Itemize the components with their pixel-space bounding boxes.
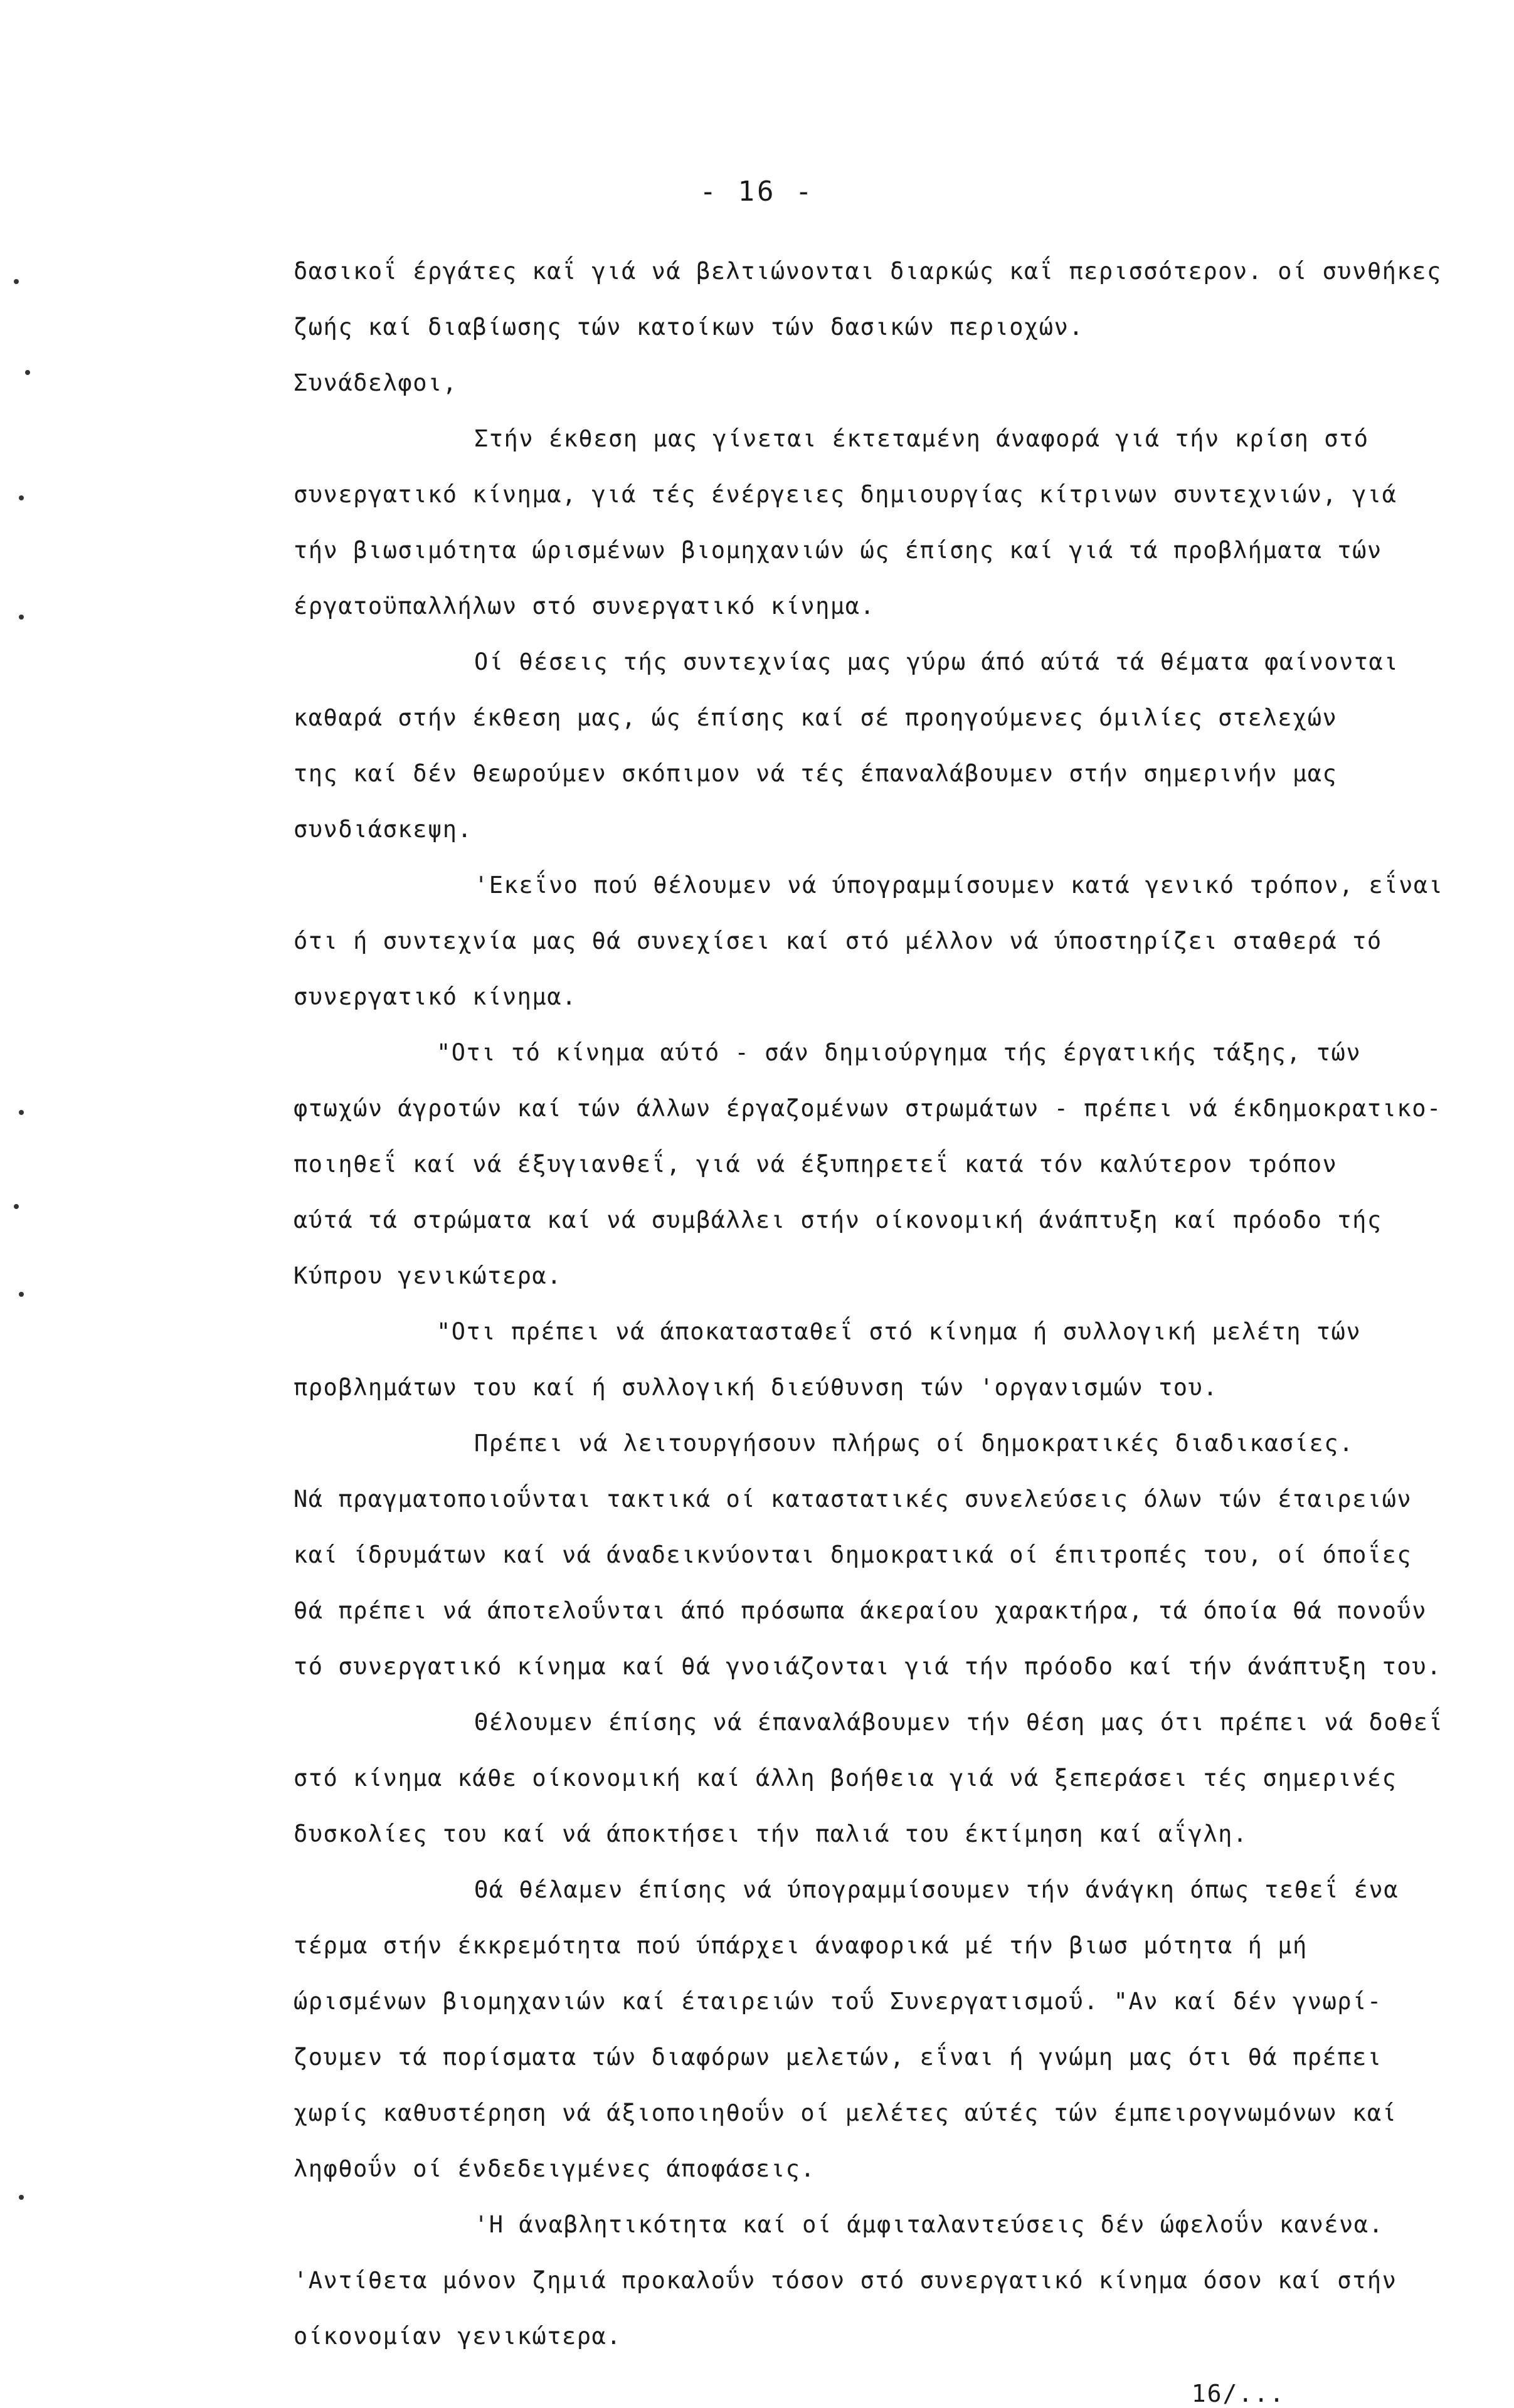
margin-speck <box>14 279 19 284</box>
margin-speck <box>19 495 24 500</box>
text-line: Κύπρου γενικώτερα. <box>294 1262 562 1289</box>
text-line: τέρμα στήν έκκρεμότητα πού ύπάρχει άναφορικά μέ τήν βιωσ μότητα ή μή <box>294 1932 1308 1959</box>
text-line: Νά πραγματοποιοΰνται τακτικά οί καταστατικές συνελεύσεις όλων τών έταιρειών <box>294 1486 1412 1513</box>
paragraph-start: 'Η άναβλητικότητα καί οί άμφιταλαντεύσεις δέν ώφελοΰν κανένα. <box>474 2211 1384 2238</box>
text-line: τήν βιωσιμότητα ώρισμένων βιομηχανιών ώς έπίσης καί γιά τά προβλήματα τών <box>294 537 1382 564</box>
text-line: έργατοϋπαλλήλων στό συνεργατικό κίνημα. <box>294 593 876 620</box>
text-line: καί ίδρυμάτων καί νά άναδεικνύονται δημοκρατικά οί έπιτροπές του, οί όποΐες <box>294 1541 1412 1568</box>
text-line: ώρισμένων βιομηχανιών καί έταιρειών τοΰ Συνεργατισμοΰ. "Αν καί δέν γνωρί- <box>294 1988 1382 2015</box>
text-line: ζουμεν τά πορίσματα τών διαφόρων μελετών, εΐναι ή γνώμη μας ότι θά πρέπει <box>294 2044 1382 2071</box>
text-line: θά πρέπει νά άποτελοΰνται άπό πρόσωπα άκεραίου χαρακτήρα, τά όποία θά πονοΰν <box>294 1597 1427 1624</box>
text-line: δασικοΐ έργάτες καΐ γιά νά βελτιώνονται διαρκώς καΐ περισσότερον. οί συνθήκες <box>294 258 1442 285</box>
text-line: φτωχών άγροτών καί τών άλλων έργαζομένων στρωμάτων - πρέπει νά έκδημοκρατικο- <box>294 1095 1442 1122</box>
text-line: δυσκολίες του καί νά άποκτήσει τήν παλιά του έκτίμηση καί αΐγλη. <box>294 1820 1248 1847</box>
salutation: Συνάδελφοι, <box>294 369 458 396</box>
body-text <box>294 243 1485 2364</box>
margin-speck <box>19 1292 24 1297</box>
paragraph-start: Οί θέσεις τής συντεχνίας μας γύρω άπό αύτά τά θέματα φαίνονται <box>474 648 1399 675</box>
paragraph-start: "Οτι τό κίνημα αύτό - σάν δημιούργημα τής έργατικής τάξης, τών <box>437 1039 1362 1066</box>
text-line: αύτά τά στρώματα καί νά συμβάλλει στήν οίκονομική άνάπτυξη καί πρόοδο τής <box>294 1207 1382 1233</box>
text-line: συνεργατικό κίνημα, γιά τές ένέργειες δημιουργίας κίτρινων συντεχνιών, γιά <box>294 481 1397 508</box>
margin-speck <box>19 2195 24 2200</box>
text-line: προβλημάτων του καί ή συλλογική διεύθυνση τών 'οργανισμών του. <box>294 1374 1219 1401</box>
text-line: συνεργατικό κίνημα. <box>294 983 577 1010</box>
text-line: στό κίνημα κάθε οίκονομική καί άλλη βοήθεια γιά νά ξεπεράσει τές σημερινές <box>294 1765 1397 1792</box>
page-number: - 16 - <box>699 176 815 208</box>
paragraph-start: "Οτι πρέπει νά άποκατασταθεΐ στό κίνημα ή συλλογική μελέτη τών <box>437 1318 1362 1345</box>
text-line: της καί δέν θεωρούμεν σκόπιμον νά τές έπαναλάβουμεν στήν σημερινήν μας <box>294 760 1338 787</box>
paragraph-start: Στήν έκθεση μας γίνεται έκτεταμένη άναφορά γιά τήν κρίση στό <box>474 425 1369 452</box>
text-line: καθαρά στήν έκθεση μας, ώς έπίσης καί σέ προηγούμενες όμιλίες στελεχών <box>294 704 1338 731</box>
paragraph-start: Πρέπει νά λειτουργήσουν πλήρως οί δημοκρατικές διαδικασίες. <box>474 1430 1354 1457</box>
text-line: ληφθοΰν οί ένδεδειγμένες άποφάσεις. <box>294 2155 816 2182</box>
text-line: τό συνεργατικό κίνημα καί θά γνοιάζονται γιά τήν πρόοδο καί τήν άνάπτυξη του. <box>294 1653 1442 1680</box>
margin-speck <box>14 1204 19 1209</box>
text-line: συνδιάσκεψη. <box>294 816 473 843</box>
margin-speck <box>19 615 24 620</box>
text-line: ότι ή συντεχνία μας θά συνεχίσει καί στό μέλλον νά ύποστηρίζει σταθερά τό <box>294 927 1382 954</box>
text-line: ζωής καί διαβίωσης τών κατοίκων τών δασικών περιοχών. <box>294 314 1084 341</box>
paragraph-start: 'Εκεΐνο πού θέλουμεν νά ύπογραμμίσουμεν κατά γενικό τρόπον, εΐναι <box>474 872 1444 899</box>
text-line: 'Αντίθετα μόνον ζημιά προκαλοΰν τόσον στό συνεργατικό κίνημα όσον καί στήν <box>294 2267 1397 2294</box>
margin-speck <box>19 1110 24 1115</box>
text-line: χωρίς καθυστέρηση νά άξιοποιηθοΰν οί μελέτες αύτές τών έμπειρογνωμόνων καί <box>294 2099 1397 2126</box>
paragraph-start: Θέλουμεν έπίσης νά έπαναλάβουμεν τήν θέση μας ότι πρέπει νά δοθεΐ <box>474 1709 1444 1736</box>
text-line: ποιηθεΐ καί νά έξυγιανθεΐ, γιά νά έξυπηρετεΐ κατά τόν καλύτερον τρόπον <box>294 1151 1338 1178</box>
continuation-marker: 16/... <box>1191 2380 1285 2407</box>
margin-speck <box>25 370 30 375</box>
paragraph-start: Θά θέλαμεν έπίσης νά ύπογραμμίσουμεν τήν άνάγκη όπως τεθεΐ ένα <box>474 1876 1399 1903</box>
text-line: οίκονομίαν γενικώτερα. <box>294 2323 622 2350</box>
